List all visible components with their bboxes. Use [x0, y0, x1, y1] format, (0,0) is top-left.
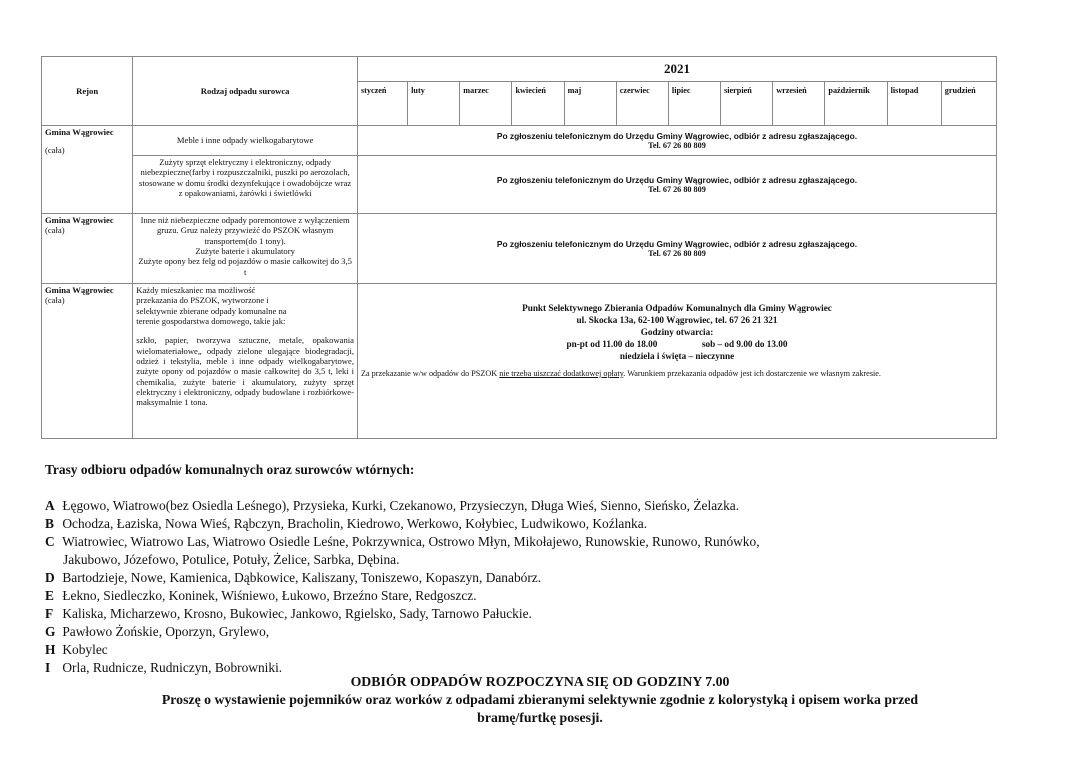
route-item [45, 533, 1035, 551]
month-header: październik [825, 82, 887, 126]
waste-type-cell: Zużyty sprzęt elektryczny i elektroniczny, odpady niebezpieczne(farby i rozpuszczalniki, puszki po aerozolach, stosowane w domu środki dezynfekujące i owadobójcze wraz z opakowaniami, żarówki i świetlówki [133, 156, 358, 214]
pszok-note [361, 369, 993, 379]
rejon-cell [42, 214, 133, 284]
route-text: Łęgowo, Wiatrowo(bez Osiedla Leśnego), Przysieka, Kurki, Czekanowo, Przysieczyn, Długa Wieś, Sienno, Sieńsko, Żelazka. [62, 498, 740, 513]
footer-start-time: ODBIÓR ODPADÓW ROZPOCZYNA SIĘ OD GODZINY 7.00 [350, 674, 730, 689]
route-text: Łekno, Siedleczko, Koninek, Wiśniewo, Łukowo, Brzeźno Stare, Redgoszcz. [62, 588, 477, 603]
pszok-hours-closed: niedziela i święta – nieczynne [619, 350, 735, 361]
rejon-sub: (cała) [45, 145, 65, 156]
pszok-hours-title: Godziny otwarcia: [640, 326, 714, 337]
route-item [45, 641, 1035, 659]
route-item [45, 587, 1035, 605]
phone-number: Tel. 67 26 80 809 [648, 248, 706, 258]
route-text: Orla, Rudnicze, Rudniczyn, Bobrowniki. [62, 660, 283, 675]
waste-type-cell: Meble i inne odpady wielkogabarytowe [133, 126, 358, 156]
month-header: styczeń [357, 82, 407, 126]
route-text: Ochodza, Łaziska, Nowa Wieś, Rąbczyn, Bracholin, Kiedrowo, Werkowo, Kołybiec, Ludwikowo, Koźlanka. [62, 516, 648, 531]
month-header: listopad [887, 82, 941, 126]
routes-title: Trasy odbioru odpadów komunalnych oraz surowców wtórnych: [45, 462, 415, 477]
pszok-address: ul. Skocka 13a, 62-100 Wągrowiec, tel. 67 26 21 321 [576, 314, 778, 325]
route-item [45, 623, 1035, 641]
pszok-info [361, 303, 993, 363]
route-letter: E [45, 588, 54, 603]
month-header: luty [408, 82, 460, 126]
year-header: 2021 [357, 57, 996, 82]
waste-line: Inne niż niebezpieczne odpady poremontowe z wyłączeniem gruzu. Gruz należy przywieźć do PSZOK własnym transportem(do 1 tony). [140, 215, 350, 246]
table-row [42, 156, 997, 214]
route-text: Bartodzieje, Nowe, Kamienica, Dąbkowice, Kaliszany, Toniszewo, Kopaszyn, Danabórz. [62, 570, 542, 585]
route-item [45, 605, 1035, 623]
footer-instruction-end: bramę/furtkę posesji. [477, 710, 603, 725]
route-text: Kaliska, Micharzewo, Krosno, Bukowiec, Jankowo, Rgielsko, Sady, Tarnowo Pałuckie. [62, 606, 532, 621]
rejon-cell [42, 126, 133, 214]
route-letter: G [45, 624, 56, 639]
rejon-cell [42, 284, 133, 439]
route-letter: A [45, 498, 55, 513]
month-header: czerwiec [616, 82, 668, 126]
route-text: Kobylec [62, 642, 108, 657]
route-letter: F [45, 606, 54, 621]
month-header: maj [564, 82, 616, 126]
pszok-note-post: . Warunkiem przekazania odpadów jest ich dostarczenie we własnym zakresie. [623, 368, 881, 378]
month-header: sierpień [721, 82, 773, 126]
rejon-sub: (cała) [45, 295, 65, 306]
route-item [45, 569, 1035, 587]
table-row [42, 126, 997, 156]
schedule-table [41, 56, 997, 439]
routes-section [45, 461, 1035, 677]
rejon-name: Gmina Wągrowiec [45, 285, 114, 295]
phone-number: Tel. 67 26 80 809 [648, 184, 706, 194]
pszok-waste-list: szkło, papier, tworzywa sztuczne, metale, opakowania wielomateriałowe„ odpady zielone ulegające biodegradacji, odzież i tekstylia, meble i inne odpady wielkogabarytowe, zużyte opony od pojazdów o masie całkowitej do 3,5 t, leki i chemikalia, zużyte baterie i akumulatory, zużyty sprzęt elektryczny i elektroniczny, odpady budowlane i rozbiórkowe- maksymalnie 1 tona. [136, 335, 354, 408]
pszok-note-underlined: nie trzeba uiszczać dodatkowej opłaty [499, 368, 624, 378]
waste-line: Zużyte opony bez felg od pojazdów o masie całkowitej do 3,5 t [138, 256, 352, 277]
pszok-hours [361, 339, 993, 351]
route-letter: C [45, 534, 55, 549]
footer-notice [41, 673, 1039, 727]
pszok-info-cell [357, 284, 996, 439]
rejon-name: Gmina Wągrowiec [45, 127, 114, 137]
pszok-note-pre: Za przekazanie w/w odpadów do PSZOK [360, 368, 500, 378]
route-letter: D [45, 570, 55, 585]
month-header: kwiecień [512, 82, 564, 126]
month-header: lipiec [668, 82, 720, 126]
route-item-continued: Jakubowo, Józefowo, Potulice, Potuły, Żelice, Sarbka, Dębina. [63, 552, 400, 567]
route-item [45, 497, 1035, 515]
header-rodzaj: Rodzaj odpadu surowca [133, 57, 358, 126]
month-header: marzec [460, 82, 512, 126]
collection-info-cell [357, 214, 996, 284]
route-item [45, 515, 1035, 533]
collection-info-text: Po zgłoszeniu telefonicznym do Urzędu Gminy Wągrowiec, odbiór z adresu zgłaszającego. [496, 238, 858, 249]
month-header: grudzień [941, 82, 996, 126]
route-letter: B [45, 516, 54, 531]
phone-number: Tel. 67 26 80 809 [648, 140, 706, 150]
table-row [42, 284, 997, 439]
route-letter: I [45, 660, 51, 675]
pszok-hours-weekday: pn-pt od 11.00 do 18.00 [566, 338, 658, 349]
waste-type-cell [133, 214, 358, 284]
table-row [42, 214, 997, 284]
collection-info-text: Po zgłoszeniu telefonicznym do Urzędu Gminy Wągrowiec, odbiór z adresu zgłaszającego. [496, 130, 858, 141]
month-header: wrzesień [773, 82, 825, 126]
rejon-sub: (cała) [45, 225, 65, 236]
rejon-name: Gmina Wągrowiec [45, 215, 114, 225]
header-rejon: Rejon [42, 57, 133, 126]
collection-info-cell [357, 156, 996, 214]
pszok-intro: Każdy mieszkaniec ma możliwość przekazania do PSZOK, wytworzone i selektywnie zbierane odpady komunalne na terenie gospodarstwa domowego, takie jak: [136, 285, 287, 326]
collection-info-cell [357, 126, 996, 156]
footer-instruction: Proszę o wystawienie pojemników oraz worków z odpadami zbieranymi selektywnie zgodnie z kolorystyką i opisem worka przed [161, 692, 919, 707]
pszok-name: Punkt Selektywnego Zbierania Odpadów Komunalnych dla Gminy Wągrowiec [522, 303, 832, 313]
pszok-hours-saturday: sob – od 9.00 do 13.00 [701, 338, 788, 349]
waste-type-cell [133, 284, 358, 439]
route-text: Wiatrowiec, Wiatrowo Las, Wiatrowo Osiedle Leśne, Pokrzywnica, Ostrowo Młyn, Mikołajewo, Runowskie, Runowo, Runówko, [62, 534, 760, 549]
route-letter: H [45, 642, 56, 657]
waste-line: Zużyte baterie i akumulatory [195, 245, 295, 256]
collection-info-text: Po zgłoszeniu telefonicznym do Urzędu Gminy Wągrowiec, odbiór z adresu zgłaszającego. [496, 174, 858, 185]
route-text: Pawłowo Żońskie, Oporzyn, Grylewo, [62, 624, 270, 639]
